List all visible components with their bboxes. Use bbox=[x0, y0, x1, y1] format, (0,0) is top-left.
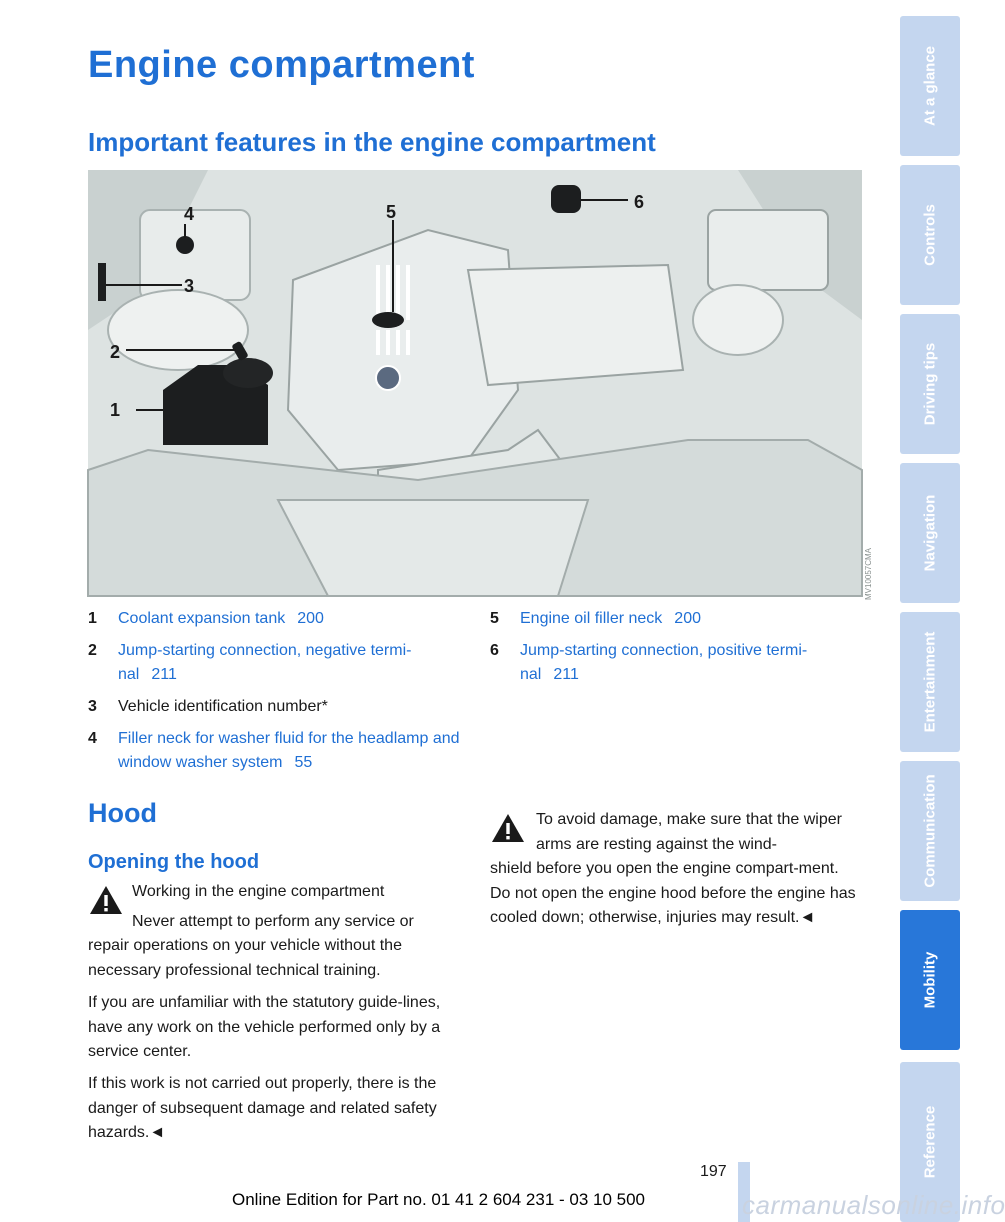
tab-navigation[interactable] bbox=[900, 463, 960, 603]
paragraph: If you are unfamiliar with the statutory guide-lines, have any work on the vehicle performed only by a service center. bbox=[88, 994, 441, 1060]
legend-item[interactable] bbox=[490, 607, 862, 631]
warning-text: repair operations on your vehicle without the necessary professional technical training. bbox=[88, 937, 402, 979]
legend-item[interactable] bbox=[88, 727, 468, 775]
legend-item[interactable] bbox=[88, 607, 468, 631]
hood-heading: Hood bbox=[88, 798, 157, 828]
warning-text-line: Never attempt to perform any service or bbox=[132, 913, 414, 930]
tab-label: At a glance bbox=[921, 45, 939, 127]
figure-callout: 2 bbox=[110, 342, 121, 362]
legend-text[interactable]: Engine oil filler neck bbox=[520, 610, 663, 627]
section-title: Important features in the engine compartment bbox=[88, 127, 656, 157]
warning-icon bbox=[490, 812, 526, 844]
legend-number: 6 bbox=[490, 642, 499, 659]
tab-label: Controls bbox=[921, 204, 939, 266]
figure-code: MV10057CMA bbox=[864, 547, 873, 600]
legend-text[interactable]: Coolant expansion tank bbox=[118, 610, 286, 627]
tab-at-a-glance[interactable] bbox=[900, 16, 960, 156]
engine-illustration bbox=[88, 170, 862, 596]
legend-number: 3 bbox=[88, 698, 97, 715]
legend-item[interactable] bbox=[88, 639, 468, 687]
legend-left bbox=[88, 607, 468, 783]
legend-right bbox=[490, 607, 862, 695]
legend-text: Vehicle identification number* bbox=[118, 698, 328, 715]
legend-page[interactable]: 200 bbox=[297, 610, 324, 627]
legend-text[interactable]: Jump-starting connection, positive termi-nal bbox=[520, 642, 808, 683]
figure-callout: 6 bbox=[634, 192, 645, 212]
opening-hood-heading: Opening the hood bbox=[88, 851, 260, 873]
warning-title: Working in the engine compartment bbox=[132, 883, 385, 900]
watermark: carmanualsonline.info bbox=[742, 1190, 1005, 1220]
legend-number: 2 bbox=[88, 642, 97, 659]
page-title: Engine compartment bbox=[88, 44, 475, 86]
legend-number: 4 bbox=[88, 730, 97, 747]
tab-label: Entertainment bbox=[921, 631, 939, 733]
legend-number: 5 bbox=[490, 610, 499, 627]
tab-label: Driving tips bbox=[921, 342, 939, 426]
tab-label: Navigation bbox=[921, 494, 939, 572]
legend-text[interactable]: Filler neck for washer fluid for the headlamp and window washer system bbox=[118, 730, 460, 771]
warning-text: shield before you open the engine compart-ment. Do not open the engine hood before the engine has cooled down; otherwise, injuries may result.◄ bbox=[490, 860, 856, 926]
legend-page[interactable]: 55 bbox=[294, 754, 313, 771]
warning-icon bbox=[88, 884, 124, 916]
chapter-sidebar bbox=[900, 0, 960, 1222]
tab-label: Communication bbox=[921, 774, 939, 888]
figure-callout: 4 bbox=[184, 204, 195, 224]
figure-callout: 1 bbox=[110, 400, 121, 420]
legend-page[interactable]: 211 bbox=[151, 666, 177, 683]
warning-text: To avoid damage, make sure that the wiper arms are resting against the wind- bbox=[536, 811, 842, 853]
tab-mobility[interactable] bbox=[900, 910, 960, 1050]
legend-number: 1 bbox=[88, 610, 97, 627]
figure-callout: 5 bbox=[386, 202, 397, 222]
legend-item bbox=[88, 695, 468, 719]
tab-label: Reference bbox=[921, 1105, 939, 1179]
footer-text: Online Edition for Part no. 01 41 2 604 231 - 03 10 500 bbox=[232, 1190, 646, 1209]
legend-page[interactable]: 211 bbox=[553, 666, 579, 683]
legend-page[interactable]: 200 bbox=[674, 610, 701, 627]
figure-callout: 3 bbox=[184, 276, 195, 296]
tab-controls[interactable] bbox=[900, 165, 960, 305]
tab-driving-tips[interactable] bbox=[900, 314, 960, 454]
engine-figure bbox=[88, 170, 862, 596]
paragraph: If this work is not carried out properly, there is the danger of subsequent damage and related safety hazards.◄ bbox=[88, 1075, 437, 1141]
tab-label: Mobility bbox=[921, 951, 939, 1009]
tab-communication[interactable] bbox=[900, 761, 960, 901]
legend-item[interactable] bbox=[490, 639, 862, 687]
legend-text[interactable]: Jump-starting connection, negative termi-nal bbox=[118, 642, 412, 683]
page-number: 197 bbox=[700, 1163, 727, 1180]
tab-entertainment[interactable] bbox=[900, 612, 960, 752]
